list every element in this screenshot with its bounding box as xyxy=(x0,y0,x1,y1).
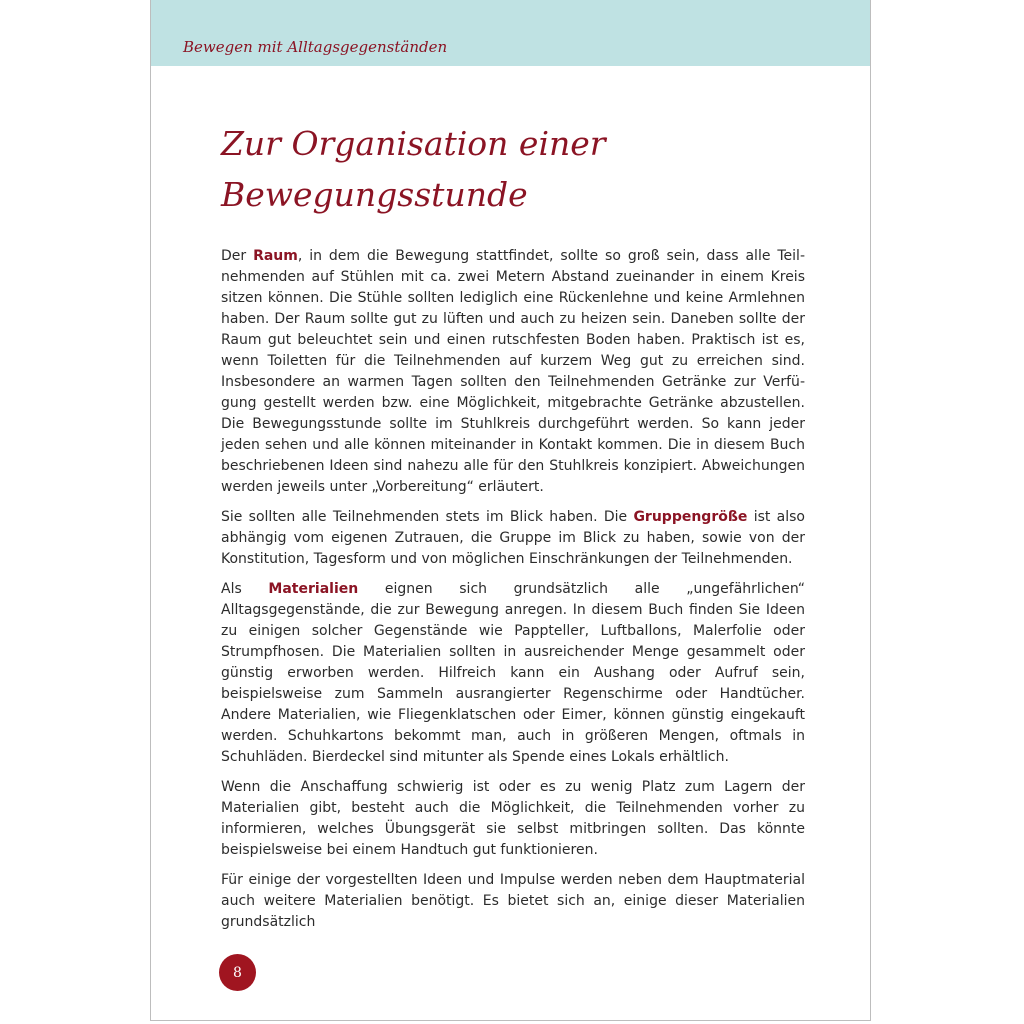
book-page xyxy=(150,0,871,1021)
header-band xyxy=(151,0,870,66)
page-number-badge xyxy=(219,954,256,991)
body-text xyxy=(221,246,805,942)
paragraph-text: Der xyxy=(221,248,254,264)
page-number: 8 xyxy=(233,964,242,981)
paragraph-text: , in dem die Bewegung stattfindet, sollte so groß sein, dass alle Teilnehmenden auf Stühlen mit ca. zwei Metern Abstand zueinander in einem Kreis sitzen können. Die Stühle sollten lediglich eine Rückenlehne und keine Armlehnen haben. Der Raum sollte gut zu lüften und auch zu heizen sein. Daneben sollte der Raum gut beleuchtet sein und einen rutschfesten Boden haben. Praktisch ist es, wenn Toiletten für die Teilnehmenden auf kurzem Weg gut zu erreichen sind. Insbesondere an warmen Tagen sollten den Teilnehmenden Getränke zur Verfügung gestellt werden bzw. eine Möglichkeit, mitgebrachte Getränke abzustellen. Die Bewegungsstunde sollte im Stuhlkreis durchgeführt werden. So kann jeder jeden sehen und alle können miteinander in Kontakt kommen. Die in diesem Buch beschriebenen Ideen sind nahezu alle für den Stuhlkreis konzipiert. Abweichungen werden jeweils unter „Vorbereitung“ erläutert. xyxy=(221,248,805,495)
keyword-gruppengroesse: Gruppengröße xyxy=(633,509,748,525)
section-title: Bewegen mit Alltagsgegenständen xyxy=(183,38,448,56)
paragraph-group-size xyxy=(221,507,805,570)
page-title-line-1: Zur Organisation einer xyxy=(221,124,606,163)
paragraph-text: Sie sollten alle Teilnehmenden stets im Blick haben. Die xyxy=(221,509,634,525)
paragraph-additional-materials: Für einige der vorgestellten Ideen und Impulse werden neben dem Hauptmaterial auch weitere Materialien benötigt. Es bietet sich an, einige dieser Materialien grundsätzlich xyxy=(221,872,805,930)
keyword-raum: Raum xyxy=(253,248,298,264)
paragraph-text: ist also abhängig vom eigenen Zutrauen, die Gruppe im Blick zu haben, sowie von der Konstitution, Tagesform und von möglichen Einschränkungen der Teilnehmenden. xyxy=(221,509,805,567)
paragraph-materials xyxy=(221,579,805,768)
keyword-materialien: Materialien xyxy=(268,581,359,597)
paragraph-acquisition: Wenn die Anschaffung schwierig ist oder es zu wenig Platz zum Lagern der Materialien gibt, besteht auch die Möglichkeit, die Teilnehmenden vorher zu informieren, welches Übungsgerät sie selbst mitbringen sollten. Das könnte beispielsweise bei einem Handtuch gut funktionieren. xyxy=(221,779,805,858)
paragraph-text: eignen sich grundsätzlich alle „ungefährlichen“ Alltagsgegenstände, die zur Bewegung anregen. In diesem Buch finden Sie Ideen zu einigen solcher Gegenstände wie Pappteller, Luftballons, Malerfolie oder Strumpfhosen. Die Materialien sollten in ausreichender Menge gesammelt oder günstig erworben werden. Hilfreich kann ein Aushang oder Aufruf sein, beispielsweise zum Sammeln ausrangierter Regenschirme oder Handtücher. Andere Materialien, wie Fliegenklatschen oder Eimer, können günstig eingekauft werden. Schuhkartons bekommt man, auch in größeren Mengen, oftmals in Schuhläden. Bierdeckel sind mitunter als Spende eines Lokals erhältlich. xyxy=(221,581,805,765)
paragraph-text: Als xyxy=(221,581,269,597)
page-title-line-2: Bewegungsstunde xyxy=(221,175,528,214)
page-title xyxy=(221,118,841,220)
paragraph-room xyxy=(221,246,805,498)
